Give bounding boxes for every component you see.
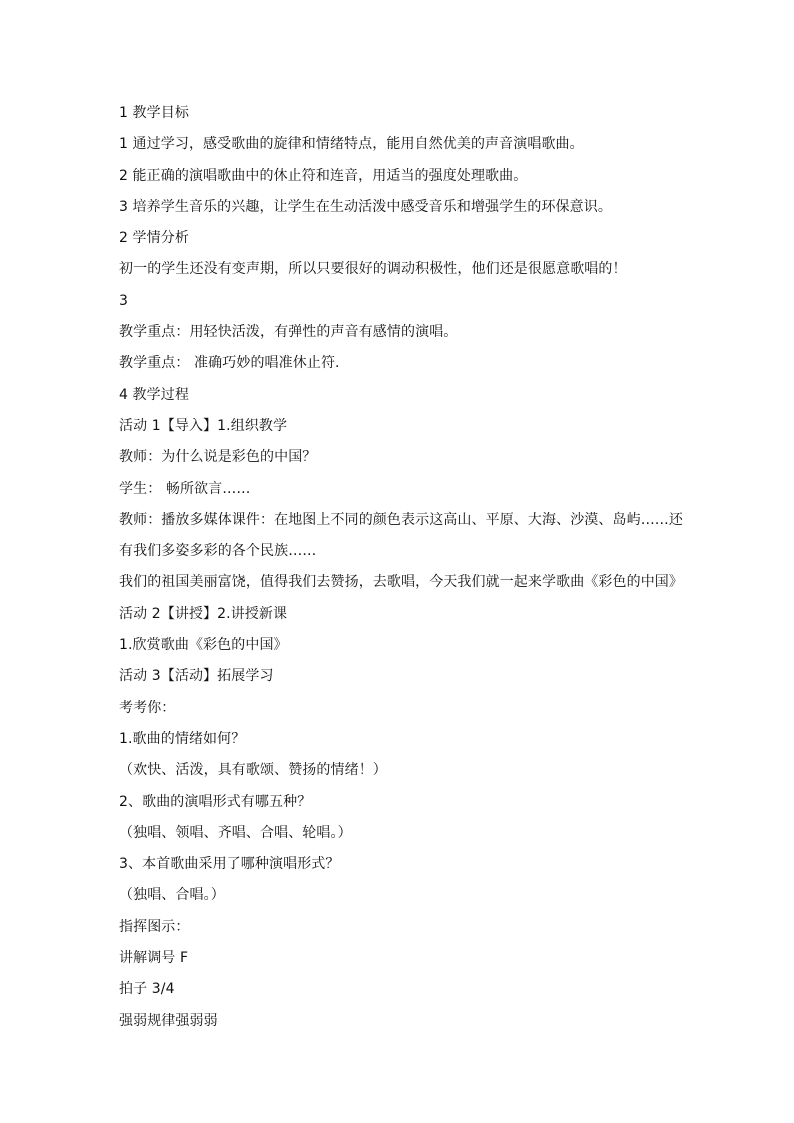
document-body <box>119 98 683 1037</box>
quiz-answer-2: （独唱、领唱、齐唱、合唱、轮唱。） <box>119 824 352 841</box>
teacher-question: 教师：为什么说是彩色的中国？ <box>119 449 317 466</box>
teacher-multimedia-line-2: 有我们多姿多彩的各个民族…… <box>119 543 317 560</box>
quiz-question-2: 2、歌曲的演唱形式有哪五种？ <box>119 793 312 810</box>
activity-3-heading: 活动 3【活动】拓展学习 <box>119 668 274 685</box>
key-point-2: 教学重点： 准确巧妙的唱准休止符. <box>119 355 340 372</box>
goal-item-3: 3 培养学生音乐的兴趣，让学生在生动活泼中感受音乐和增强学生的环保意识。 <box>119 198 612 215</box>
teacher-multimedia-line-1: 教师：播放多媒体课件：在地图上不同的颜色表示这高山、平原、大海、沙漠、岛屿……还 <box>119 511 683 528</box>
quiz-question-3: 3、本首歌曲采用了哪种演唱形式？ <box>119 856 340 873</box>
key-signature-text: 讲解调号 F <box>119 950 189 967</box>
section-number-3: 3 <box>119 292 129 309</box>
key-point-1: 教学重点：用轻快活泼，有弹性的声音有感情的演唱。 <box>119 324 458 341</box>
intro-paragraph: 我们的祖国美丽富饶，值得我们去赞扬，去歌唱，今天我们就一起来学歌曲《彩色的中国》 <box>119 574 683 591</box>
activity-1-heading: 活动 1【导入】1.组织教学 <box>119 417 288 434</box>
quiz-question-1: 1.歌曲的情绪如何？ <box>119 730 246 747</box>
quiz-answer-3: （独唱、合唱。） <box>119 887 225 904</box>
student-response: 学生： 畅所欲言…… <box>119 480 251 497</box>
goal-item-1: 1 通过学习，感受歌曲的旋律和情绪特点，能用自然优美的声音演唱歌曲。 <box>119 136 584 153</box>
quiz-answer-1: （欢快、活泼，具有歌颂、赞扬的情绪！） <box>119 762 387 779</box>
conducting-diagram-label: 指挥图示： <box>119 918 190 935</box>
section-heading-teaching-goals: 1 教学目标 <box>119 105 189 121</box>
goal-item-2: 2 能正确的演唱歌曲中的休止符和连音，用适当的强度处理歌曲。 <box>119 167 528 184</box>
beat-pattern-text: 强弱规律强弱弱 <box>119 1012 218 1029</box>
song-appreciation: 1.欣赏歌曲《彩色的中国》 <box>119 637 288 654</box>
section-heading-teaching-process: 4 教学过程 <box>119 386 189 403</box>
section-heading-student-analysis: 2 学情分析 <box>119 230 189 247</box>
student-analysis-text: 初一的学生还没有变声期，所以只要很好的调动积极性，他们还是很愿意歌唱的！ <box>119 261 627 278</box>
activity-2-heading: 活动 2【讲授】2.讲授新课 <box>119 605 288 622</box>
quiz-heading: 考考你： <box>119 699 176 716</box>
time-signature-text: 拍子 3/4 <box>119 981 175 998</box>
